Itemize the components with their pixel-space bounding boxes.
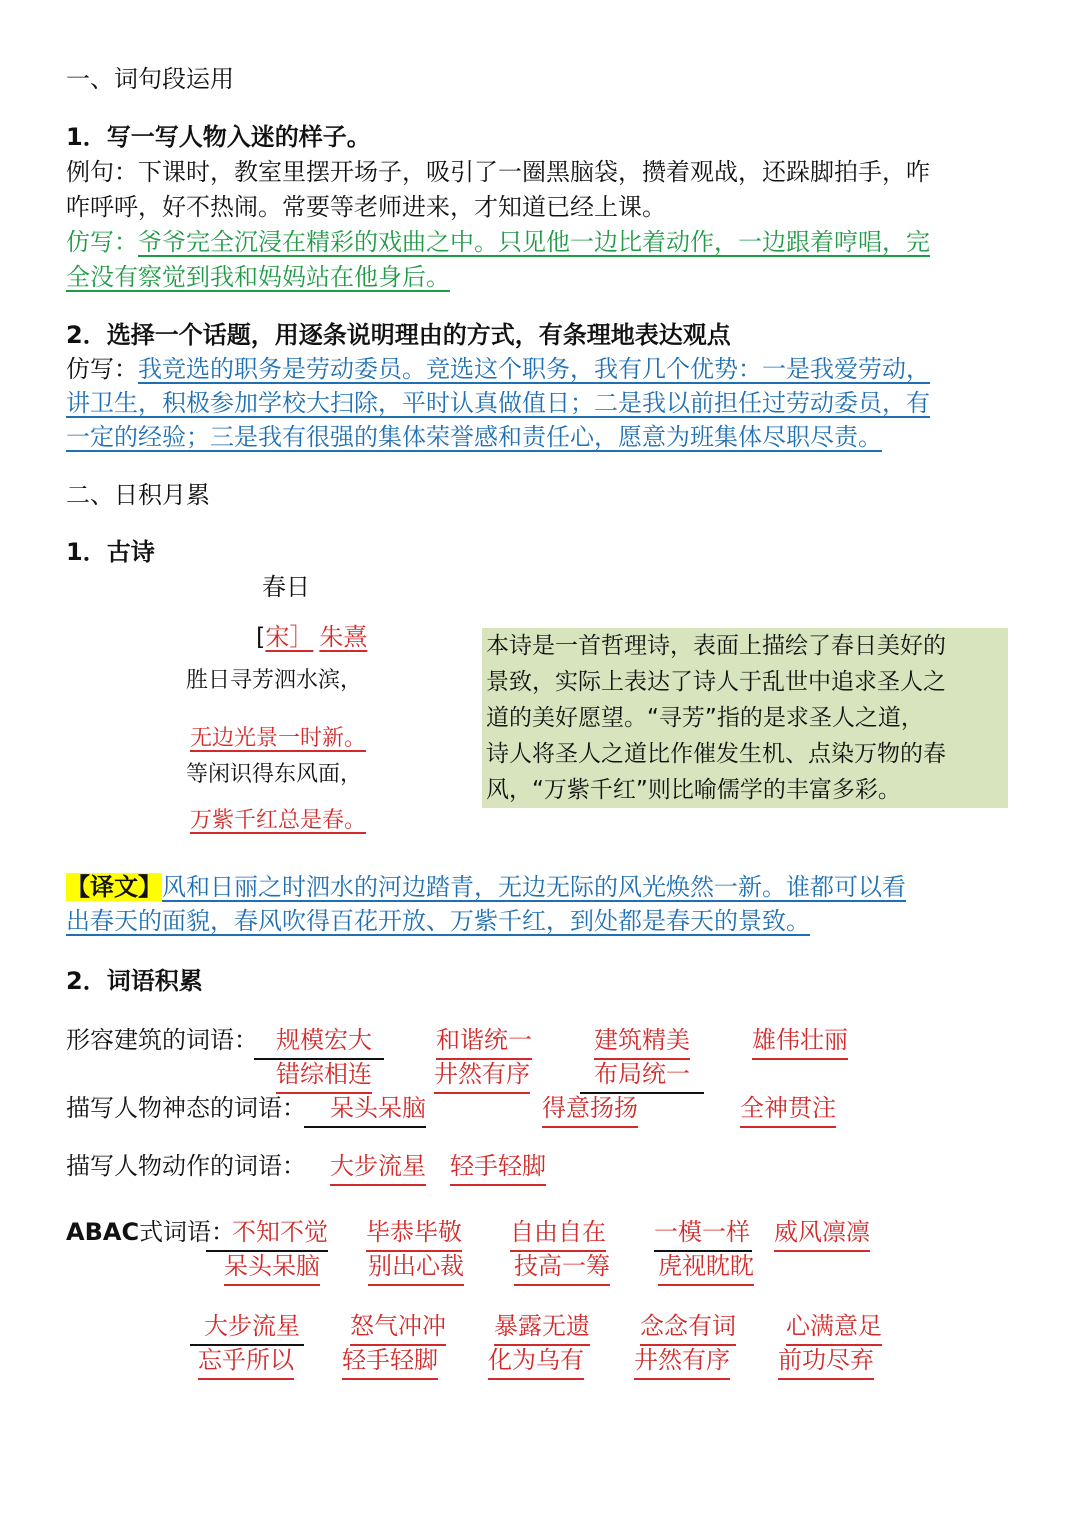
poem-title: 春日	[262, 573, 310, 601]
q2-imitate-text-3: 一定的经验；三是我有很强的集体荣誉感和责任心，愿意为班集体尽职尽责。	[66, 423, 882, 451]
poem-line-3: 等闲识得东风面，	[186, 762, 363, 787]
translation-label: 【译文】	[66, 873, 162, 901]
translation-line2	[66, 904, 836, 938]
translation-text-1: 风和日丽之时泗水的河边踏青，无边无际的风光焕然一新。谁都可以看	[162, 873, 906, 901]
word: 化为乌有	[488, 1344, 584, 1380]
note-line: 道的美好愿望。“寻芳”指的是求圣人之道，	[486, 705, 924, 731]
word: 轻手轻脚	[342, 1344, 438, 1380]
poem-author: 朱熹	[319, 623, 368, 651]
word: 一模一样	[654, 1216, 752, 1252]
word: 雄伟壮丽	[752, 1024, 848, 1060]
word: 和谐统一	[436, 1024, 532, 1060]
imitate-label: 仿写：	[66, 228, 138, 256]
bracket-open: [	[256, 623, 266, 651]
word: 自由自在	[510, 1216, 606, 1252]
vocab-title: 2．词语积累	[66, 967, 203, 995]
poem-line-1: 胜日寻芳泗水滨，	[186, 668, 363, 693]
translation-text-2: 出春天的面貌，春风吹得百花开放、万紫千红，到处都是春天的景致。	[66, 907, 810, 935]
word: 呆头呆脑	[304, 1092, 426, 1128]
q1-imitate-line1	[66, 225, 930, 259]
word: 井然有序	[434, 1058, 530, 1094]
q2-title: 2．选择一个话题，用逐条说明理由的方式，有条理地表达观点	[66, 321, 731, 349]
q1-title: 1．写一写人物入迷的样子。	[66, 123, 371, 151]
word: 忘乎所以	[198, 1344, 294, 1380]
section2-heading: 二、日积月累	[66, 481, 210, 509]
word: 不知不觉	[206, 1216, 328, 1252]
word: 威风凛凛	[774, 1216, 870, 1252]
word: 暴露无遗	[494, 1310, 590, 1346]
word: 大步流星	[190, 1310, 304, 1346]
word: 得意扬扬	[542, 1092, 638, 1128]
q1-example-line2: 咋呼呼，好不热闹。常要等老师进来，才知道已经上课。	[66, 193, 666, 221]
demeanor-label: 描写人物神态的词语：	[66, 1094, 306, 1122]
word: 错综相连	[276, 1058, 372, 1094]
word: 别出心裁	[368, 1250, 464, 1286]
poem-dynasty: 宋］	[265, 623, 314, 651]
q1-imitate-line2	[66, 260, 490, 294]
abac-label-b: 式词语：	[139, 1218, 236, 1246]
word: 念念有词	[640, 1310, 736, 1346]
imitate-text-1: 爷爷完全沉浸在精彩的戏曲之中。只见他一边比着动作，一边跟着哼唱，完	[138, 228, 930, 256]
word: 虎视眈眈	[658, 1250, 754, 1286]
word: 呆头呆脑	[224, 1250, 320, 1286]
translation-line1	[66, 870, 906, 904]
poem-line-2: 无边光景一时新。	[190, 726, 367, 751]
note-line: 诗人将圣人之道比作催发生机、点染万物的春	[486, 741, 946, 767]
word: 技高一筹	[514, 1250, 610, 1286]
abac-label-a: ABAC	[66, 1218, 140, 1246]
word: 前功尽弃	[778, 1344, 874, 1380]
q2-imitate-label: 仿写：	[66, 355, 138, 383]
word: 井然有序	[634, 1344, 730, 1380]
word: 规模宏大	[254, 1024, 384, 1060]
note-line: 风，“万紫千红”则比喻儒学的丰富多彩。	[486, 777, 901, 803]
poem-section-title: 1．古诗	[66, 538, 155, 566]
example-label: 例句：	[66, 158, 138, 186]
word: 全神贯注	[740, 1092, 836, 1128]
action-label: 描写人物动作的词语：	[66, 1152, 306, 1180]
word: 建筑精美	[594, 1024, 690, 1060]
poem-note-box	[482, 628, 1008, 808]
poem-line-4: 万紫千红总是春。	[190, 808, 367, 833]
q2-imitate-line2: 讲卫生，积极参加学校大扫除，平时认真做值日；二是我以前担任过劳动委员，有	[66, 389, 930, 417]
word: 轻手轻脚	[450, 1150, 546, 1186]
word: 布局统一	[580, 1058, 704, 1094]
example-text-1: 下课时，教室里摆开场子，吸引了一圈黑脑袋，攒着观战，还跺脚拍手，咋	[138, 158, 930, 186]
note-line: 景致，实际上表达了诗人于乱世中追求圣人之	[486, 669, 946, 695]
q2-imitate-text-1: 我竞选的职务是劳动委员。竞选这个职务，我有几个优势：一是我爱劳动，	[138, 355, 930, 383]
imitate-text-2: 全没有察觉到我和妈妈站在他身后。	[66, 263, 450, 291]
poem-author-line	[256, 622, 367, 652]
word: 心满意足	[786, 1310, 882, 1346]
q1-example-line1	[66, 155, 930, 189]
word: 毕恭毕敬	[366, 1216, 462, 1252]
section1-heading: 一、词句段运用	[66, 65, 234, 93]
q2-imitate-line3	[66, 420, 902, 454]
word: 大步流星	[330, 1150, 426, 1186]
word: 怒气冲冲	[350, 1310, 446, 1346]
building-label: 形容建筑的词语：	[66, 1026, 258, 1054]
note-line: 本诗是一首哲理诗，表面上描绘了春日美好的	[486, 633, 946, 659]
q2-imitate-line1	[66, 352, 930, 386]
